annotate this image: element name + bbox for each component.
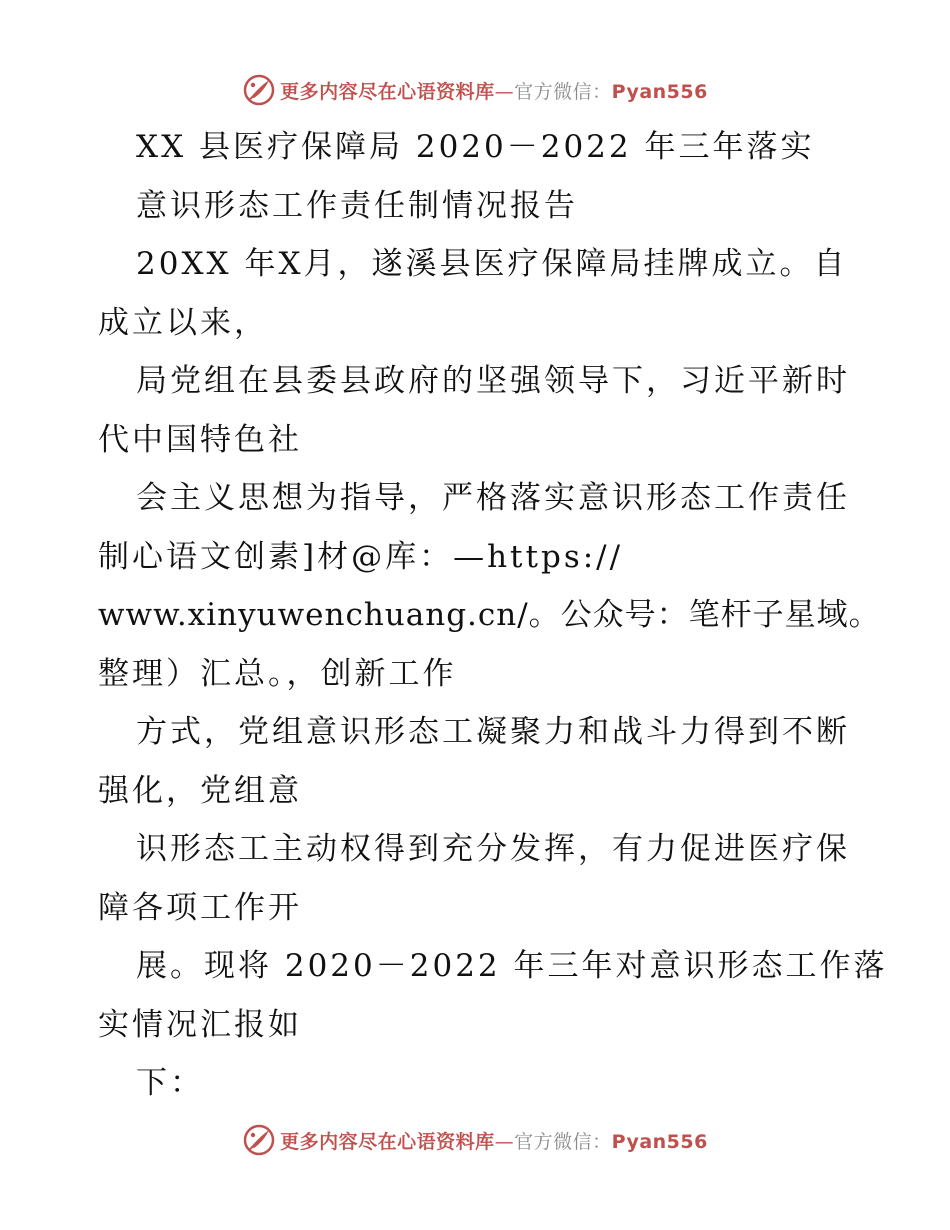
watermark-account: Pyan556 [611, 80, 708, 103]
paragraph-line: 成立以来， [98, 304, 268, 341]
watermark-main-text: 更多内容尽在心语资料库 [280, 80, 495, 103]
document-body [98, 118, 888, 1113]
watermark-main-text: 更多内容尽在心语资料库 [280, 1130, 495, 1153]
document-title-line-1: XX 县医疗保障局 2020－2022 年三年落实 [136, 129, 815, 165]
paragraph-line: 障各项工作开 [98, 889, 302, 926]
paragraph-line: 强化，党组意 [98, 772, 302, 809]
quill-pen-logo-icon [242, 1123, 276, 1157]
paragraph-line: 20XX 年X月，遂溪县医疗保障局挂牌成立。自 [136, 246, 848, 282]
paragraph-line: 会主义思想为指导，严格落实意识形态工作责任 [136, 480, 850, 516]
paragraph-line: 下： [136, 1065, 204, 1101]
watermark-official-label: 官方微信： [514, 80, 612, 103]
footer-watermark-banner [0, 1120, 950, 1160]
watermark-account: Pyan556 [611, 1130, 708, 1153]
watermark-dash: — [494, 80, 515, 103]
paragraph-line: 实情况汇报如 [98, 1006, 302, 1043]
watermark-text [280, 1127, 708, 1154]
paragraph-line: 方式，党组意识形态工凝聚力和战斗力得到不断 [136, 714, 850, 750]
paragraph-line: 整理）汇总。，创新工作 [98, 655, 457, 692]
watermark-official-label: 官方微信： [514, 1130, 612, 1153]
paragraph-line-url: www.xinyuwenchuang.cn/。公众号：笔杆子星域。 [98, 597, 881, 633]
quill-pen-logo-icon [242, 73, 276, 107]
watermark-dash: — [494, 1130, 515, 1153]
paragraph-line: 局党组在县委县政府的坚强领导下，习近平新时 [136, 363, 850, 399]
paragraph-line: 代中国特色社 [98, 421, 302, 458]
paragraph-line: 展。现将 2020－2022 年三年对意识形态工作落 [136, 948, 888, 984]
watermark-text [280, 77, 708, 104]
paragraph-line: 识形态工主动权得到充分发挥，有力促进医疗保 [136, 831, 850, 867]
header-watermark-banner [0, 70, 950, 110]
document-title-line-2: 意识形态工作责任制情况报告 [136, 187, 578, 224]
paragraph-line: 制心语文创素]材@库：—https:// [98, 538, 624, 575]
